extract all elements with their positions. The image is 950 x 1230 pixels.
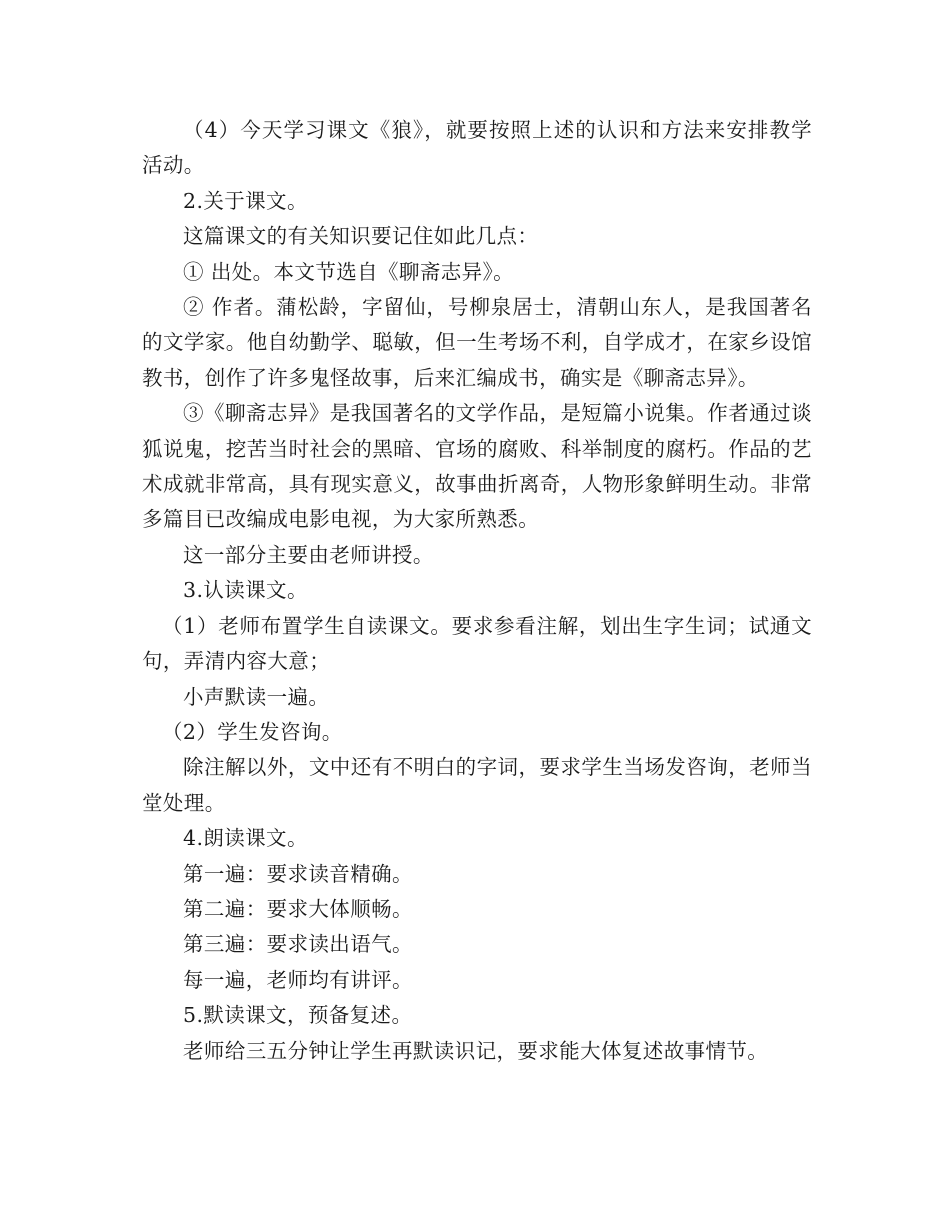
paragraph-questions-detail: 除注解以外，文中还有不明白的字词，要求学生当场发咨询，老师当堂处理。 (142, 755, 812, 815)
paragraph-silent-reading: 小声默读一遍。 (183, 684, 330, 709)
paragraph-source: ① 出处。本文节选自《聊斋志异》。 (183, 259, 515, 284)
heading-read-aloud: 4.朗读课文。 (183, 826, 308, 851)
paragraph-knowledge-points: 这篇课文的有关知识要记住如此几点： (183, 224, 539, 249)
paragraph-third-pass: 第三遍：要求读出语气。 (183, 932, 413, 957)
heading-silent-retell: 5.默读课文，预备复述。 (183, 1003, 413, 1028)
paragraph-teacher-lecture: 这一部分主要由老师讲授。 (183, 542, 434, 567)
paragraph-second-pass: 第二遍：要求大体顺畅。 (183, 896, 413, 921)
paragraph-retell: 老师给三五分钟让学生再默读识记，要求能大体复述故事情节。 (183, 1038, 769, 1063)
paragraph-first-pass: 第一遍：要求读音精确。 (183, 861, 413, 886)
paragraph-step-4-wolf: （4）今天学习课文《狼》，就要按照上述的认识和方法来安排教学活动。 (142, 118, 812, 178)
heading-about-text: 2.关于课文。 (183, 188, 308, 213)
paragraph-self-reading: （1）老师布置学生自读课文。要求参看注解，划出生字生词；试通文句，弄清内容大意； (142, 613, 812, 674)
paragraph-student-questions: （2）学生发咨询。 (162, 719, 343, 744)
paragraph-teacher-comments: 每一遍，老师均有讲评。 (183, 967, 413, 992)
paragraph-author: ② 作者。蒲松龄，字留仙，号柳泉居士，清朝山东人，是我国著名的文学家。他自幼勤学、聪敏，但一生考场不利，自学成才，在家乡设馆教书，创作了许多鬼怪故事，后来汇编成书，确实是《聊斋志异》。 (142, 295, 812, 390)
document-page (142, 113, 812, 1069)
paragraph-book-intro: ③《聊斋志异》是我国著名的文学作品，是短篇小说集。作者通过谈狐说鬼，挖苦当时社会的黑暗、官场的腐败、科举制度的腐朽。作品的艺术成就非常高，具有现实意义，故事曲折离奇，人物形象鲜明生动。非常多篇目已改编成电影电视，为大家所熟悉。 (142, 401, 812, 532)
heading-read-text: 3.认读课文。 (183, 578, 308, 603)
